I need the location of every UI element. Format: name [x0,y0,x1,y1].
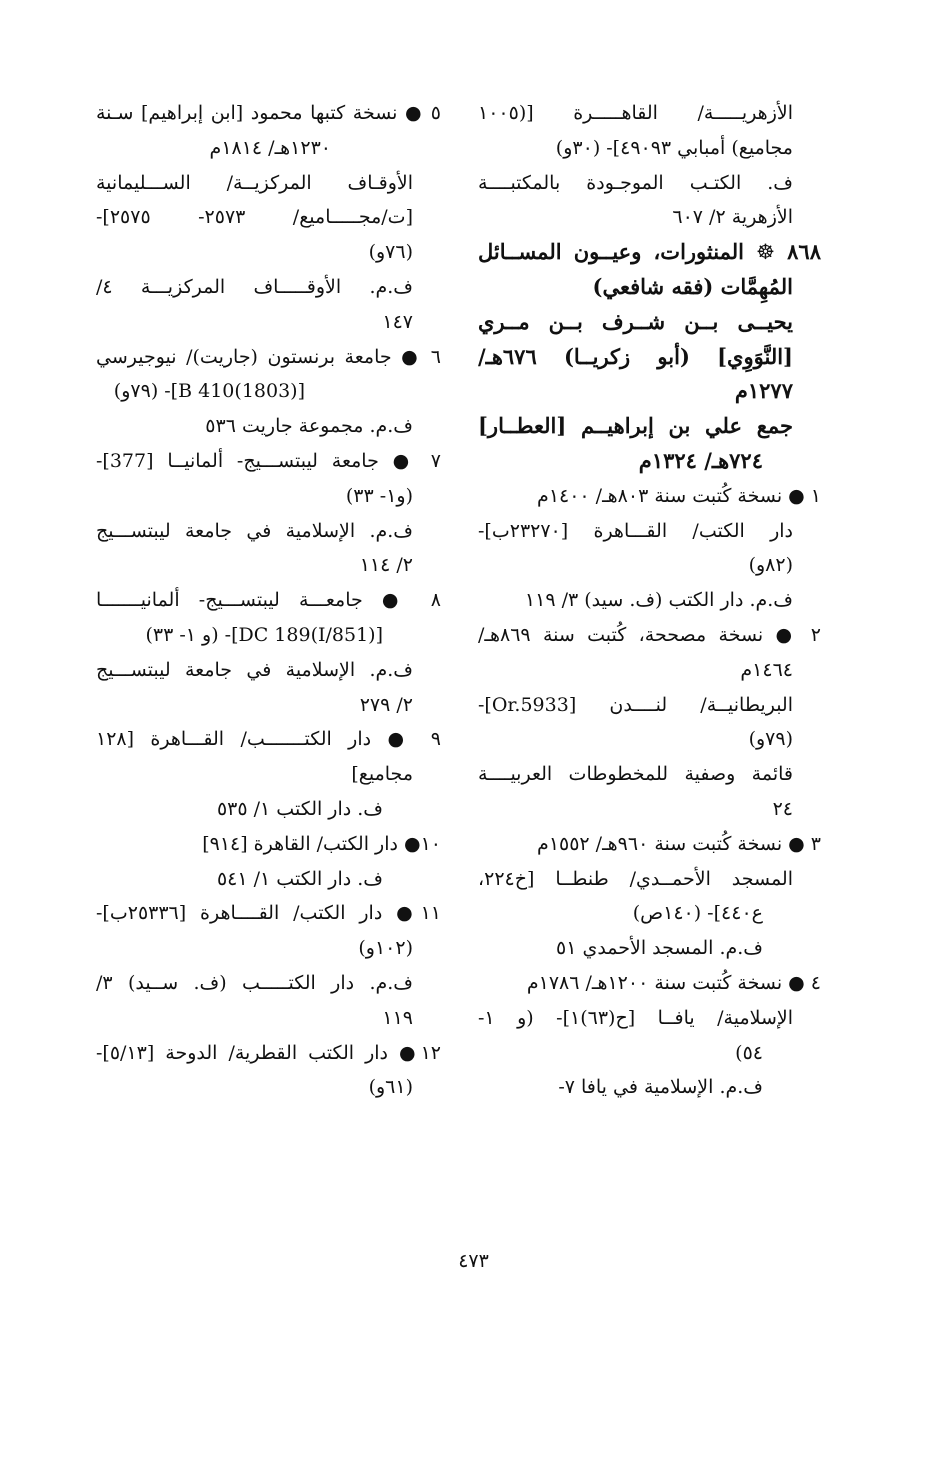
left-column [96,96,441,1105]
right-column-line [478,200,821,235]
left-column-line-text: ٨ ● جامعـــة ليبتســـيج- ألمانيـــــــا [96,589,441,612]
right-column-line-text: الإسلامية/ يافــا [ح(٦٣)١]- (و ١- [478,1006,794,1029]
left-column-line [96,653,441,688]
right-column-line-text: دار الكتب/ القـــاهرة [٢٣٢٧٠ب]- [478,519,793,542]
right-column-line-text: ف.م. دار الكتب (ف. سيد) ٣/ ١١٩ [524,589,793,612]
left-column-line [96,722,441,757]
left-column-line [96,200,441,235]
right-column-line [478,862,821,897]
left-column-line-text: ف.م. مجموعة جاريت ٥٣٦ [205,415,413,438]
left-column-line [96,96,441,131]
right-column-line-text: يحيــى بــن شــرف بــن مــري [478,308,793,334]
left-column-line [96,270,441,305]
left-column-line-text: [(1803)410 B]- (٧٩و) [113,380,305,403]
left-column-line-text: (و١- ٣٣) [345,484,413,507]
right-column-line [478,966,821,1001]
left-column-line [96,444,441,479]
right-column-line-text: ٣ ● نسخة كُتبت سنة ٩٦٠هـ/ ١٥٥٢م [537,832,821,855]
left-column-line [96,931,441,966]
right-column-line-text: (٨٢و) [748,554,793,577]
right-column-line [478,444,821,479]
left-column-line [96,896,441,931]
left-column-line [96,340,441,375]
right-column-line [478,688,821,723]
right-column-line-text: ٧٢٤هـ/ ١٣٢٤م [638,447,763,473]
right-column-line [478,131,821,166]
right-column-line-text: مجاميع) أمبابي ٤٩٠٩٣]- (٣٠و) [555,136,793,159]
right-column-line-text: ٥٤) [735,1041,763,1064]
left-column-line [96,548,441,583]
right-column-line [478,896,821,931]
right-column-line [478,340,821,375]
right-column-line-text: جمع علي بن إبراهيــم [العطــار] [478,413,793,439]
right-column-line [478,618,821,653]
left-column-line [96,862,441,897]
right-column-line-text: ٤ ● نسخة كُتبت سنة ١٢٠٠هـ/ ١٧٨٦م [526,971,821,994]
right-column-line-text: ١٤٦٤م [740,658,793,681]
left-column-line-text: (٧٦و) [368,241,413,264]
left-column-line-text: ٦ ● جامعة برنستون (جاريت)/ نيوجيرسي [96,345,441,368]
left-column-line-text: ٢/ ١١٤ [359,554,413,577]
right-column-line-text: ف.م. الإسلامية في يافا ٧- [558,1076,763,1099]
left-column-line-text: الأوقـاف المركزيــة/ الســـليمانية [96,171,413,194]
right-column-line [478,374,821,409]
left-column-line [96,618,441,653]
left-column-line-text: ١٢● دار الكتب القطرية/ الدوحة [٥/١٣]- [96,1041,441,1064]
left-column-line-text: ١٢٣٠هـ/ ١٨١٤م [209,136,331,159]
left-column-line [96,305,441,340]
left-column-line [96,688,441,723]
right-column-line-text: ١ ● نسخة كُتبت سنة ٨٠٣هـ/ ١٤٠٠م [537,484,821,507]
right-column-line [478,1070,821,1105]
right-column-line-text: المسجد الأحمــدي/ طنطــا [خ٢٢٤، [478,867,793,890]
left-column-line [96,1036,441,1071]
left-column-line-text: ف.م. الإسلامية في جامعة ليبتســـيج [96,519,413,542]
right-column-line [478,583,821,618]
right-column-line [478,1036,821,1071]
left-column-line [96,827,441,862]
right-column-line-text: ٢٤ [772,797,793,820]
left-column-line-text: مجاميع] [351,763,413,786]
right-column-line-text: [النَّوَوِي] (أبو زكريــا) ٦٧٦هـ/ [478,343,793,369]
right-column-line [478,757,821,792]
left-column-line-text: ١١٩ [382,1006,413,1029]
right-column-line [478,1001,821,1036]
right-column [478,96,821,1105]
left-column-line [96,166,441,201]
left-column-line-text: ٩ ● دار الكتـــــــب/ القـــاهرة [١٢٨ [96,728,441,751]
right-column-line-text: ٨٦٨ ☸ المنثورات، وعيــون المســائل [478,239,821,265]
right-column-line-text: البريطانيــة/ لنــــدن [Or.5933]- [478,693,793,716]
right-column-line [478,270,821,305]
right-column-line [478,479,821,514]
right-column-line-text: قائمة وصفية للمخطوطات العربيــــة [478,763,793,786]
right-column-line [478,166,821,201]
left-column-line-text: [ت/مجـــــاميع/ ٢٥٧٣- ٢٥٧٥]- [96,206,413,229]
right-column-line-text: الأزهرية ٢/ ٦٠٧ [672,206,793,229]
left-column-line-text: ف.م. الإسلامية في جامعة ليبتســـيج [96,658,413,681]
left-column-line [96,131,441,166]
left-column-line [96,757,441,792]
right-column-line [478,792,821,827]
left-column-line-text: ف. دار الكتب ١/ ٥٤١ [216,867,383,890]
left-column-line [96,514,441,549]
right-column-line-text: ع٤٤٠]- (١٤٠ص) [632,902,763,925]
left-column-line-text: (١٠٢و) [358,937,413,960]
left-column-line [96,374,441,409]
left-column-line-text: (٦١و) [368,1076,413,1099]
right-column-line-text: ف.م. المسجد الأحمدي ٥١ [555,937,763,960]
right-column-line-text: ١٢٧٧م [734,378,793,404]
left-column-line [96,409,441,444]
right-column-line [478,827,821,862]
left-column-line-text: [(851/I)DC 189]- (و ١- ٣٣) [145,623,383,646]
right-column-line-text: المُهِمَّات (فقه شافعي) [592,273,793,299]
left-column-line [96,1001,441,1036]
right-column-line-text: ٢ ● نسخة مصححة، كُتبت سنة ٨٦٩هـ/ [478,623,821,646]
left-column-line-text: ف.م. الأوقـــــاف المركزيـــة ٤/ [96,275,413,298]
right-column-line-text: (٧٩و) [748,728,793,751]
left-column-line-text: ١٤٧ [382,310,413,333]
left-column-line [96,583,441,618]
right-column-line [478,722,821,757]
right-column-line [478,548,821,583]
right-column-line-text: الأزهريـــــة/ القاهـــــرة [(١٠٠٥ [478,102,793,124]
left-column-line-text: ٥ ● نسخة كتبها محمود [ابن إبراهيم] سـنة [96,102,441,124]
left-column-line-text: ١٠● دار الكتب/ القاهرة [٩١٤] [202,832,441,855]
left-column-line-text: ١١● دار الكتب/ القــــاهرة [٢٥٣٣٦ب]- [96,902,441,925]
right-column-line-text: ف. الكتـب الموجـودة بالمكتبــــة [478,171,793,194]
left-column-line [96,792,441,827]
right-column-line [478,931,821,966]
left-column-line [96,1070,441,1105]
left-column-line [96,235,441,270]
right-column-line [478,653,821,688]
left-column-line-text: ف. دار الكتب ١/ ٥٣٥ [216,797,383,820]
left-column-line [96,966,441,1001]
right-column-line [478,235,821,270]
left-column-line [96,479,441,514]
left-column-line-text: ٢/ ٢٧٩ [359,693,413,716]
left-column-line-text: ف.م. دار الكتـــــب (ف. ســيد) ٣/ [96,971,413,994]
right-column-line [478,514,821,549]
right-column-line [478,409,821,444]
page-number: ٤٧٣ [458,1250,489,1272]
right-column-line [478,96,821,131]
right-column-line [478,305,821,340]
left-column-line-text: ٧ ● جامعة ليبتســـيج- ألمانيــا [377]- [96,449,441,472]
